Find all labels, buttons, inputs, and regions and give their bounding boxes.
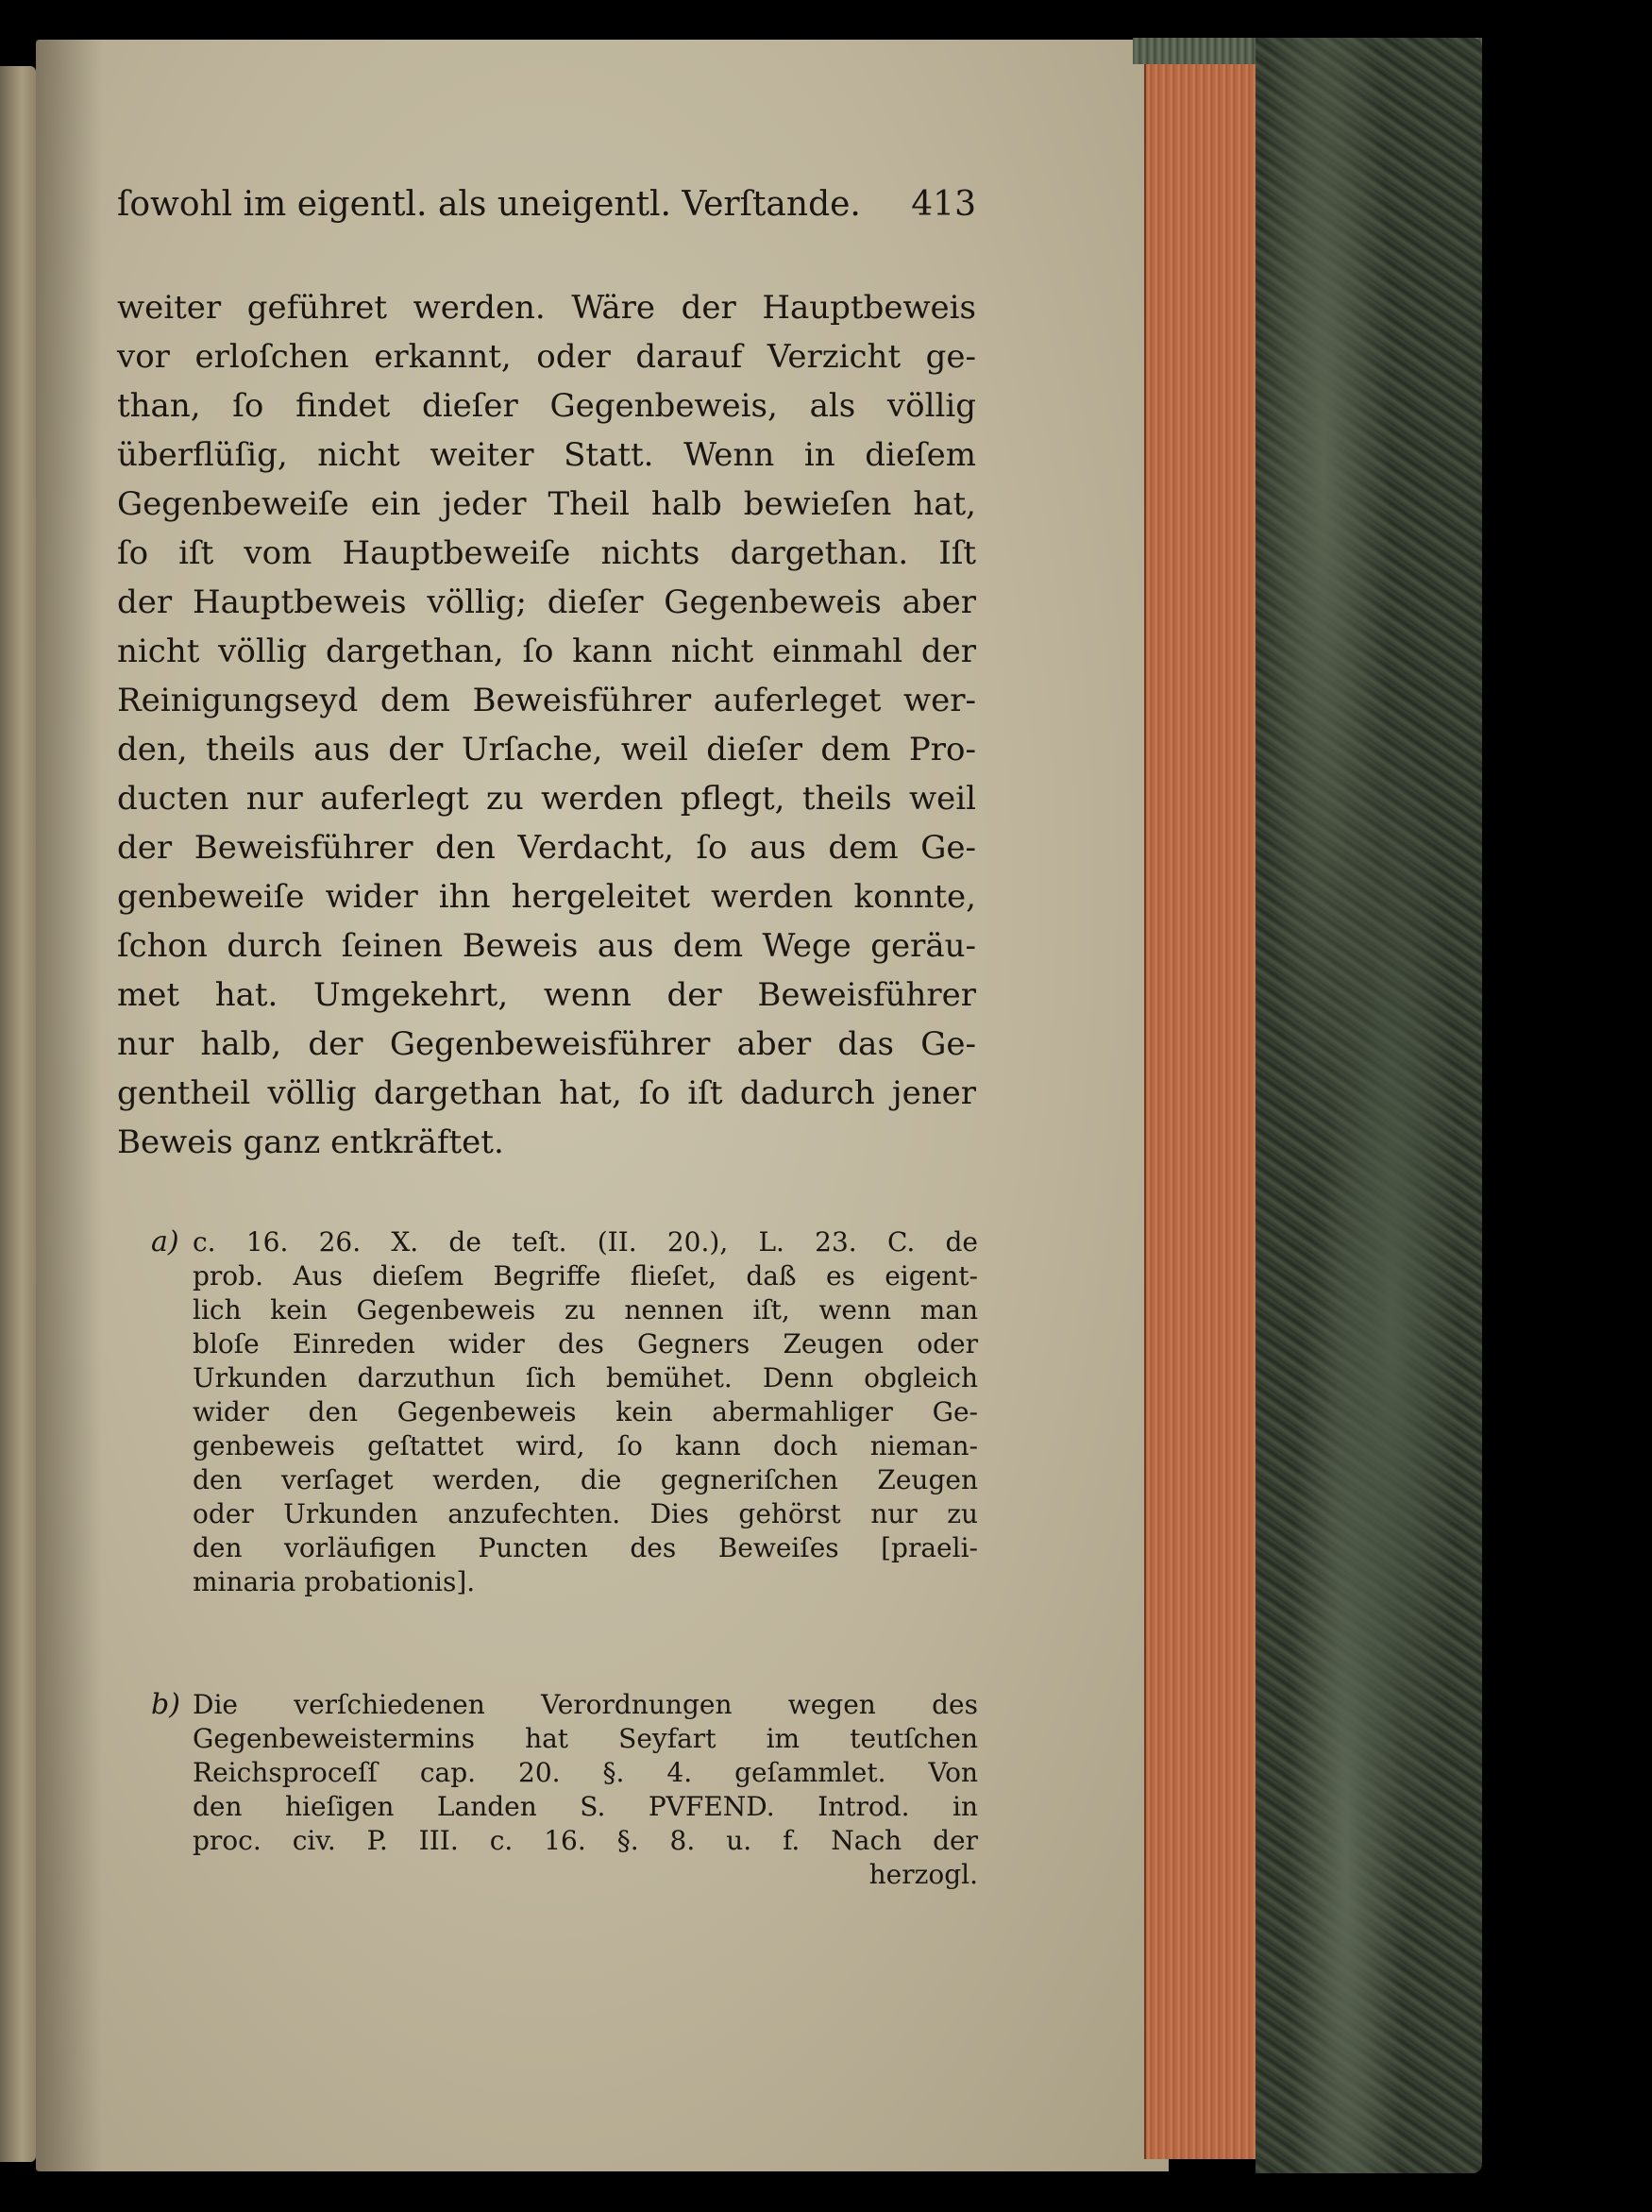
text-line: der Hauptbeweis völlig; dieſer Gegenbeweis aber [117,583,976,621]
text-line: vor erloſchen erkannt, oder darauf Verzicht ge- [117,338,976,376]
text-line: überflüſig, nicht weiter Statt. Wenn in dieſem [117,436,976,474]
text-line: Gegenbeweiſe ein jeder Theil halb bewieſen hat, [117,485,976,523]
text-line: than, ſo findet dieſer Gegenbeweis, als völlig [117,387,976,425]
footnote-line: oder Urkunden anzufechten. Dies gehörst nur zu [193,1498,978,1529]
page-number: 413 [911,185,976,224]
footnote-line: proc. civ. P. III. c. 16. §. 8. u. f. Nach der [193,1825,978,1856]
running-title: ſowohl im eigentl. als uneigentl. Verſtande. [117,185,861,224]
text-line: ducten nur auferlegt zu werden pflegt, theils weil [117,780,976,818]
main-text [117,283,976,1167]
footnote-line: den hieſigen Landen S. PVFEND. Introd. in [193,1791,978,1822]
footnote-line: c. 16. 26. X. de teſt. (II. 20.), L. 23. C. de [193,1226,978,1258]
page-edges [1144,52,1257,2159]
footnote-line: minaria probationis]. [193,1566,476,1597]
footnote-line: bloſe Einreden wider des Gegners Zeugen oder [193,1328,978,1359]
text-line: weiter geführet werden. Wäre der Hauptbeweis [117,289,976,327]
text-line: met hat. Umgekehrt, wenn der Beweisführer [117,976,976,1014]
text-line: den, theils aus der Urſache, weil dieſer dem Pro- [117,731,976,768]
footnote-line: den vorläufigen Puncten des Beweiſes [praeli- [193,1532,978,1563]
text-line: nur halb, der Gegenbeweisführer aber das Ge- [117,1025,976,1063]
text-line: ſchon durch ſeinen Beweis aus dem Wege geräu- [117,927,976,965]
text-line: Reinigungseyd dem Beweisführer auferleget wer- [117,682,976,719]
footnote-line: prob. Aus dieſem Begriffe flieſet, daß es eigent- [193,1260,978,1292]
running-header [117,185,976,242]
footnote-line: Urkunden darzuthun ſich bemühet. Denn obgleich [193,1362,978,1393]
footnote-line: wider den Gegenbeweis kein abermahliger Ge- [193,1396,978,1427]
footnote-marker: b) [151,1688,180,1721]
text-line: der Beweisführer den Verdacht, ſo aus dem Ge- [117,829,976,867]
text-line: genbeweiſe wider ihn hergeleitet werden konnte, [117,878,976,916]
text-line: nicht völlig dargethan, ſo kann nicht einmahl der [117,633,976,670]
footnote-line: Die verſchiedenen Verordnungen wegen des [193,1689,978,1720]
catchword: herzogl. [868,1859,978,1890]
text-line: ſo iſt vom Hauptbeweiſe nichts dargethan. Iſt [117,534,976,572]
footnote-line: lich kein Gegenbeweis zu nennen iſt, wenn man [193,1294,978,1326]
footnote-line: den verſaget werden, die gegneriſchen Zeugen [193,1464,978,1495]
previous-page-edge [0,66,36,2162]
book-cover [1256,38,1482,2173]
footnote-line: Reichsproceſſ cap. 20. §. 4. geſammlet. Von [193,1757,978,1788]
footnote-line: Gegenbeweistermins hat Seyfart im teutſchen [193,1723,978,1754]
footnote-line: genbeweis geſtattet wird, ſo kann doch nieman- [193,1430,978,1461]
gutter-shadow [36,40,102,2171]
text-line: Beweis ganz entkräftet. [117,1123,504,1161]
text-line: gentheil völlig dargethan hat, ſo iſt dadurch jener [117,1074,976,1112]
footnote-marker: a) [151,1225,179,1258]
